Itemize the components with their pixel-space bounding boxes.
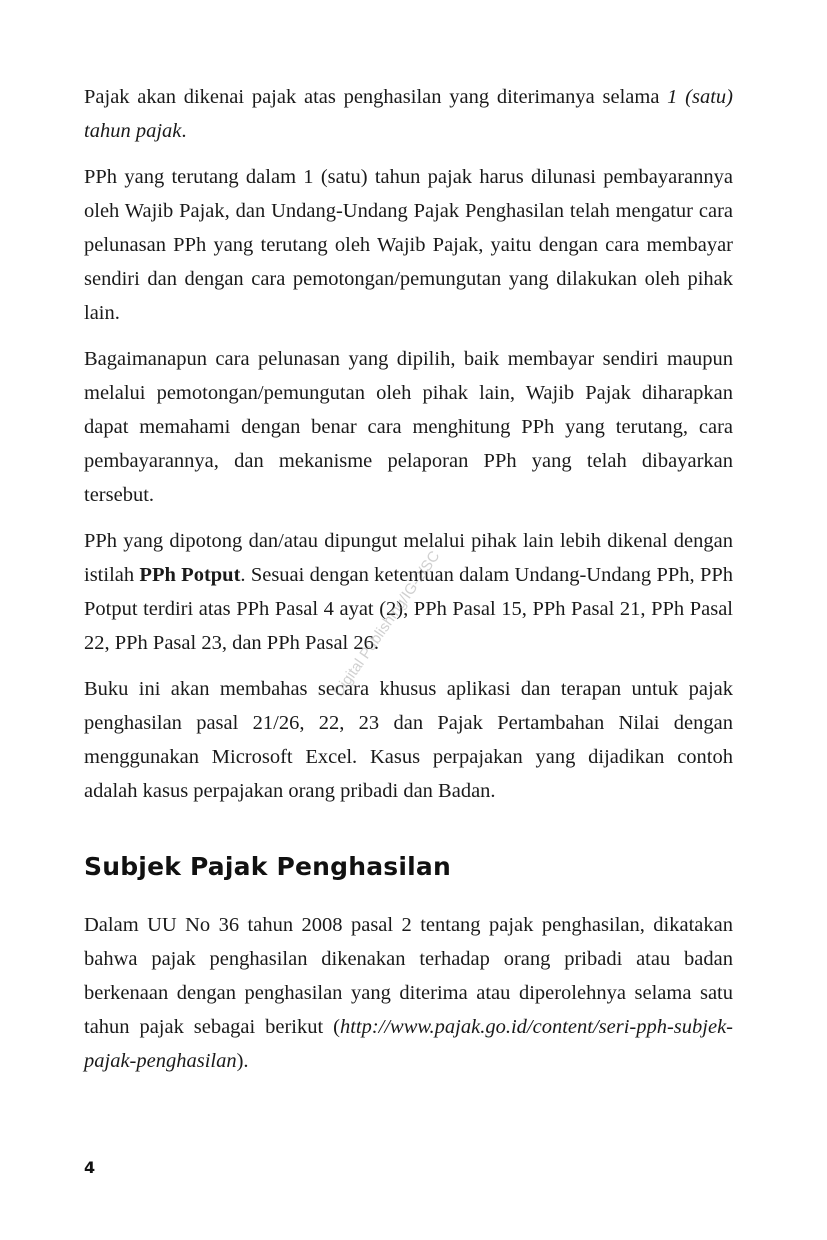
paragraph-text: Pajak akan dikenai pajak atas penghasilan yang diterimanya selama — [84, 86, 668, 108]
watermark: Digital Publishing/IG-2/SC — [330, 547, 444, 700]
section-heading: Subjek Pajak Penghasilan — [84, 852, 451, 881]
paragraph-5: Buku ini akan membahas secara khusus aplikasi dan terapan untuk pajak penghasilan pasal 21/26, 22, 23 dan Pajak Pertambahan Nilai dengan menggunakan Microsoft Excel. Kasus perpajakan yang dijadikan contoh adalah kasus perpajakan orang pribadi dan Badan. — [84, 678, 733, 802]
page-number: 4 — [84, 1158, 96, 1177]
paragraph-2: PPh yang terutang dalam 1 (satu) tahun pajak harus dilunasi pembayarannya oleh Wajib Pajak, dan Undang-Undang Pajak Penghasilan telah mengatur cara pelunasan PPh yang terutang oleh Wajib Pajak, yaitu dengan cara membayar sendiri dan dengan cara pemotongan/pemungutan yang dilakukan oleh pihak lain. — [84, 166, 733, 324]
section-paragraph-1 — [84, 908, 733, 1078]
italic-phrase: 1 (satu) tahun pajak — [84, 86, 733, 142]
page-body — [84, 80, 733, 1090]
punctuation: ). — [236, 1050, 249, 1072]
paragraph-3: Bagaimanapun cara pelunasan yang dipilih, baik membayar sendiri maupun melalui pemotongan/pemungutan oleh pihak lain, Wajib Pajak diharapkan dapat memahami dengan benar cara menghitung PPh yang terutang, cara pembayarannya, dan mekanisme pelaporan PPh yang telah dibayarkan tersebut. — [84, 348, 733, 506]
paragraph-4 — [84, 524, 733, 660]
paragraph-text: Dalam UU No 36 tahun 2008 pasal 2 tentang pajak penghasilan, dikatakan bahwa pajak penghasilan dikenakan terhadap orang pribadi atau badan berkenaan dengan penghasilan yang diterima atau diperolehnya selama satu tahun pajak sebagai berikut ( — [84, 914, 733, 1038]
reference-url: http://www.pajak.go.id/content/seri-pph-subjek-pajak-penghasilan — [84, 1016, 733, 1072]
paragraph-text: PPh yang dipotong dan/atau dipungut melalui pihak lain lebih dikenal dengan istilah — [84, 530, 733, 586]
bold-term: PPh Potput — [139, 564, 241, 586]
punctuation: . — [181, 120, 187, 142]
paragraph-1 — [84, 80, 733, 148]
paragraph-text: . Sesuai dengan ketentuan dalam Undang-Undang PPh, PPh Potput terdiri atas PPh Pasal 4 ayat (2), PPh Pasal 15, PPh Pasal 21, PPh Pasal 22, PPh Pasal 23, dan PPh Pasal 26. — [84, 564, 734, 654]
